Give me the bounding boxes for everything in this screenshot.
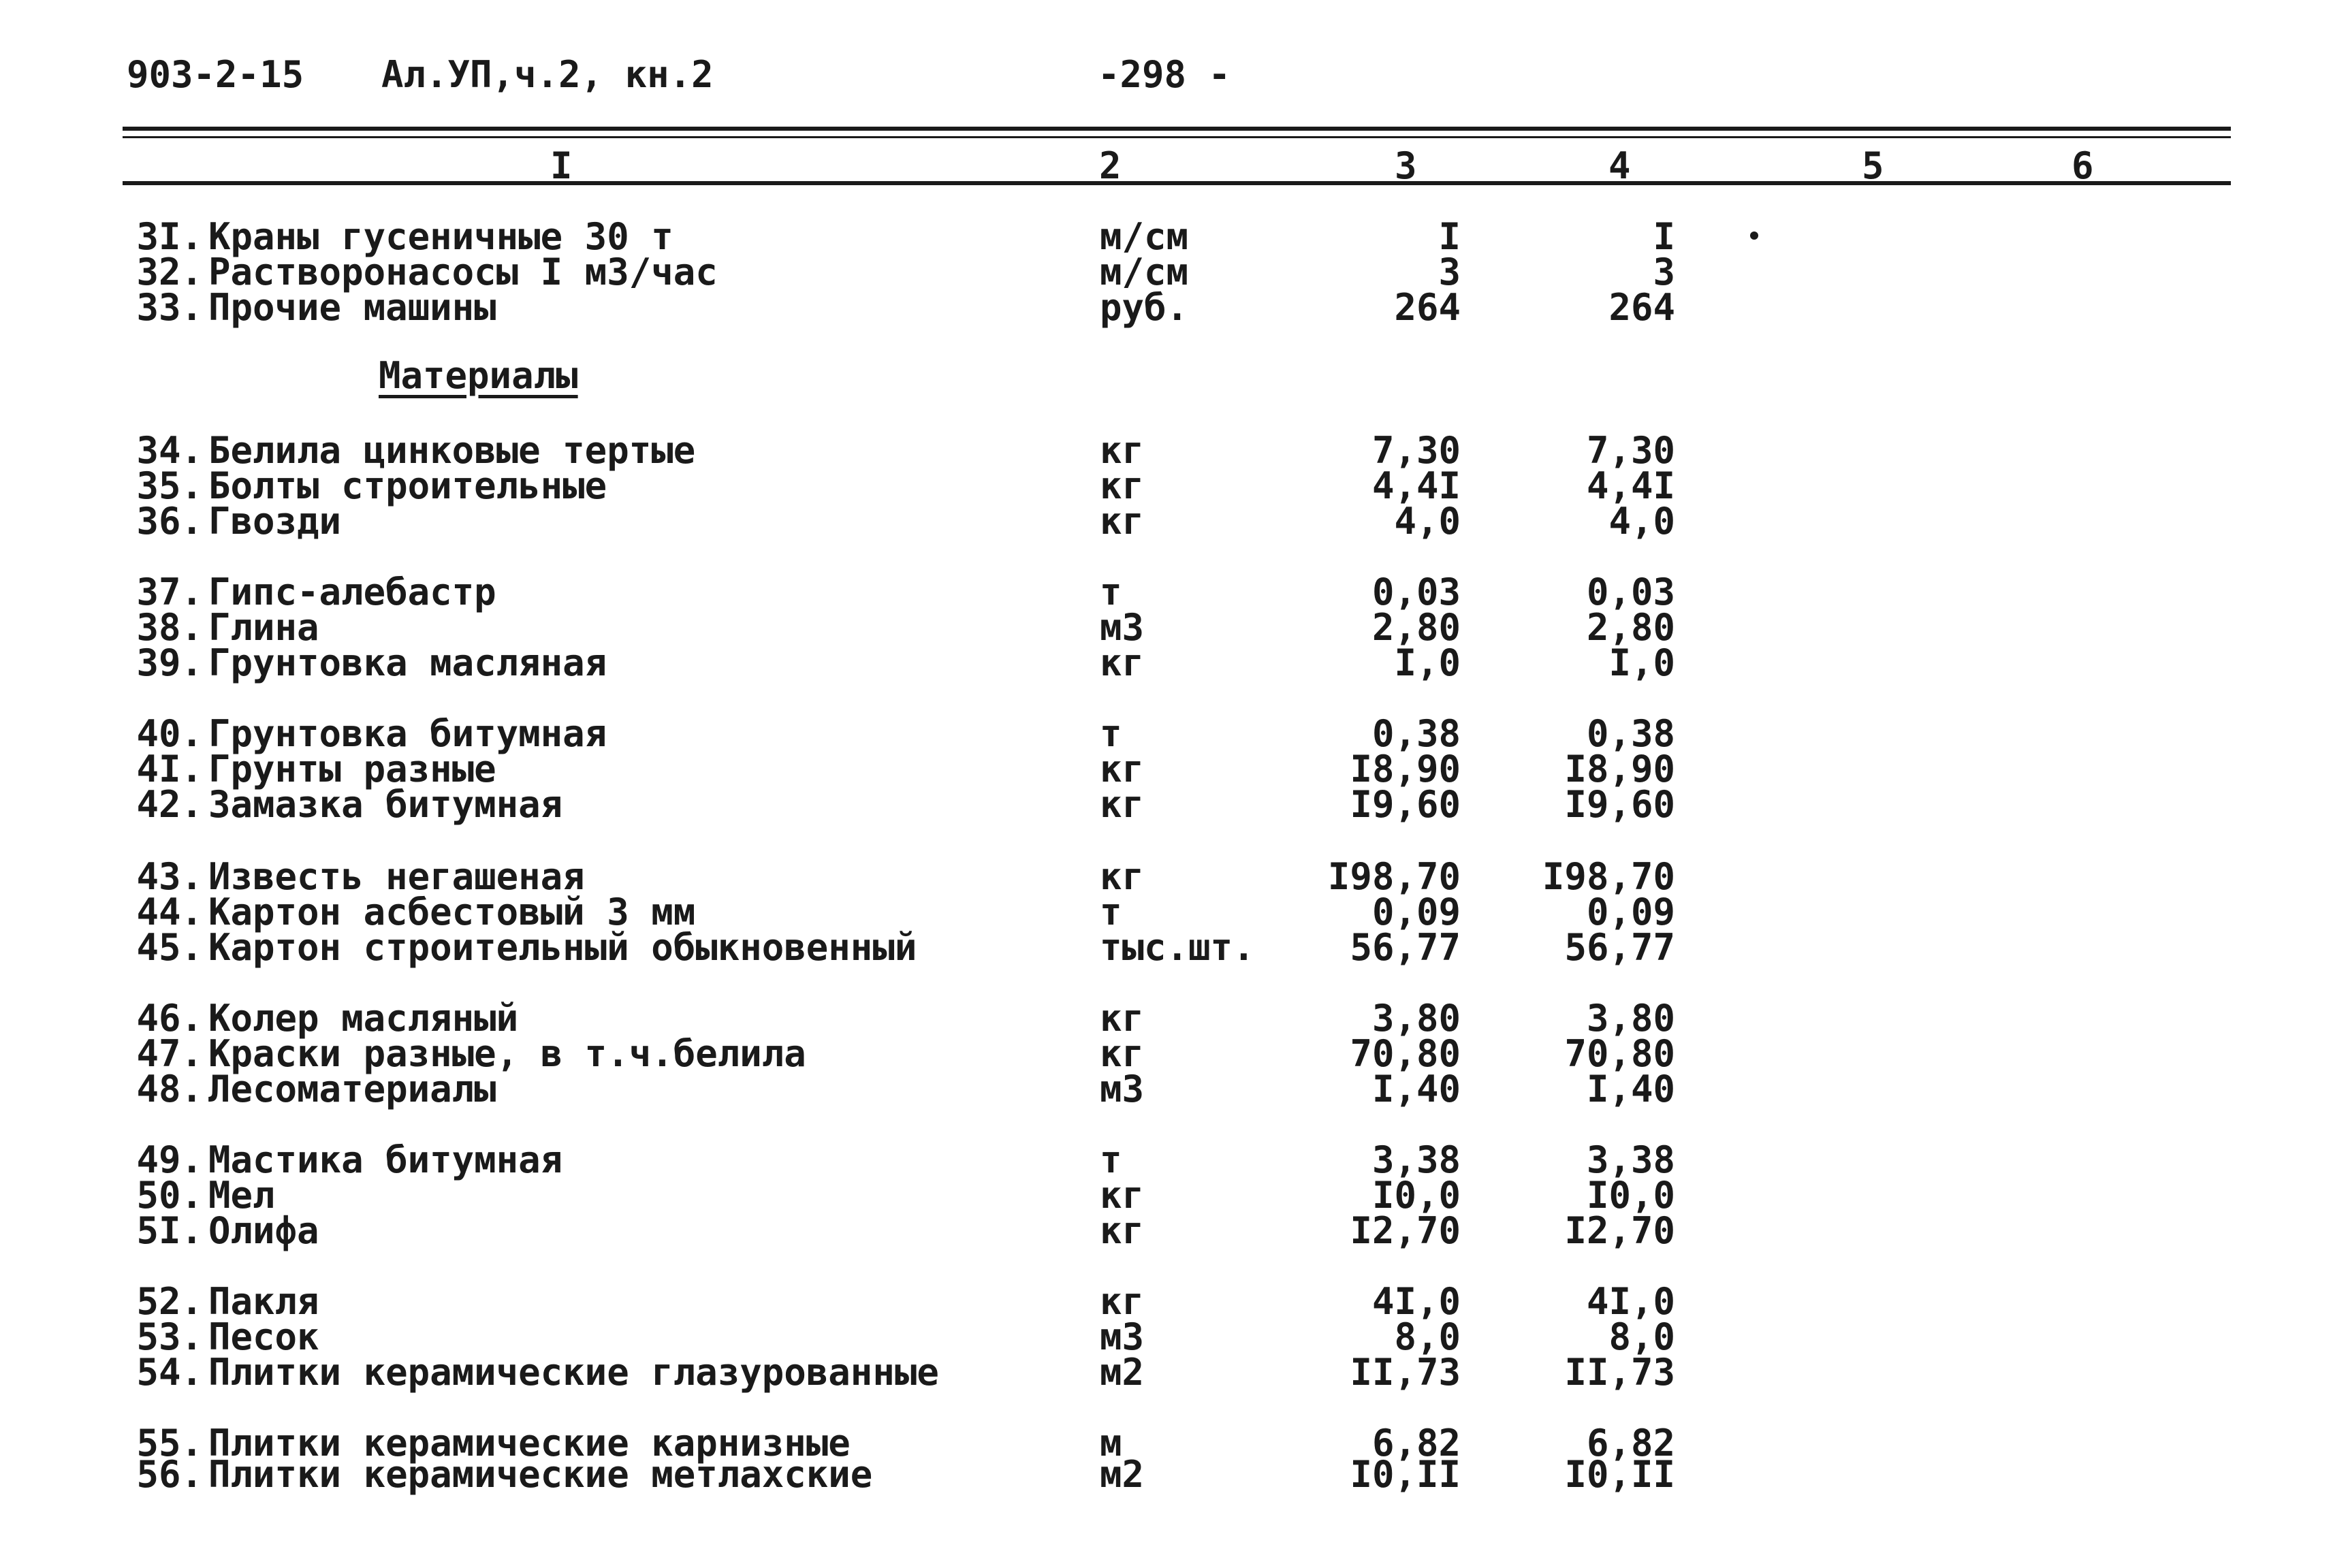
header-bottom-rule	[123, 181, 2231, 185]
quantity-col4: 4I,0	[1586, 1280, 1675, 1323]
row-number: 56.	[136, 1453, 203, 1496]
quantity-col3: 0,38	[1371, 712, 1461, 755]
item-name: Гипс-алебастр	[208, 571, 496, 613]
table-row	[0, 571, 2333, 613]
unit: м3	[1100, 1315, 1145, 1358]
quantity-col4: 4,0	[1608, 500, 1675, 543]
table-row	[0, 286, 2333, 329]
quantity-col4: 3	[1653, 251, 1675, 293]
quantity-col4: 8,0	[1608, 1315, 1675, 1358]
table-row	[0, 1453, 2333, 1496]
row-number: 46.	[136, 997, 203, 1040]
item-name: Гвозди	[208, 500, 342, 543]
quantity-col3: 70,80	[1350, 1032, 1461, 1075]
item-name: Лесоматериалы	[208, 1068, 496, 1110]
column-header-4: 4	[1608, 144, 1631, 187]
table-row	[0, 1068, 2333, 1110]
unit: кг	[1100, 1280, 1145, 1323]
row-number: 4I.	[136, 748, 203, 790]
row-number: 50.	[136, 1174, 203, 1217]
row-number: 54.	[136, 1351, 203, 1394]
row-number: 52.	[136, 1280, 203, 1323]
page-number: -298 -	[1098, 53, 1231, 96]
unit: кг	[1100, 641, 1145, 684]
row-number: 5I.	[136, 1209, 203, 1252]
unit: м/см	[1100, 251, 1189, 293]
row-number: 37.	[136, 571, 203, 613]
quantity-col3: II,73	[1350, 1351, 1461, 1394]
doc-code: 903-2-15	[127, 53, 304, 96]
quantity-col4: 0,09	[1586, 891, 1675, 933]
quantity-col3: I	[1438, 215, 1461, 258]
quantity-col4: I2,70	[1564, 1209, 1675, 1252]
quantity-col4: 4,4I	[1586, 464, 1675, 507]
unit: кг	[1100, 1209, 1145, 1252]
item-name: Краски разные, в т.ч.белила	[208, 1032, 806, 1075]
volume-ref: Ал.УП,ч.2, кн.2	[381, 53, 714, 96]
item-name: Песок	[208, 1315, 319, 1358]
table-row	[0, 1138, 2333, 1181]
table-row	[0, 215, 2333, 258]
row-number: 36.	[136, 500, 203, 543]
item-name: Плитки керамические карнизные	[208, 1422, 851, 1465]
scan-speck	[1750, 231, 1758, 240]
item-name: Болты строительные	[208, 464, 607, 507]
item-name: Олифа	[208, 1209, 319, 1252]
row-number: 39.	[136, 641, 203, 684]
row-number: 3I.	[136, 215, 203, 258]
quantity-col4: 56,77	[1564, 926, 1675, 969]
quantity-col3: I,0	[1394, 641, 1461, 684]
quantity-col4: 3,80	[1586, 997, 1675, 1040]
table-row	[0, 1280, 2333, 1323]
quantity-col3: 4I,0	[1371, 1280, 1461, 1323]
table-row	[0, 891, 2333, 933]
table-row	[0, 606, 2333, 649]
unit: м2	[1100, 1351, 1145, 1394]
unit: кг	[1100, 1174, 1145, 1217]
quantity-col4: I98,70	[1542, 855, 1675, 898]
quantity-col4: 6,82	[1586, 1422, 1675, 1465]
quantity-col3: I98,70	[1327, 855, 1461, 898]
row-number: 42.	[136, 783, 203, 826]
unit: т	[1100, 712, 1122, 755]
table-row	[0, 251, 2333, 293]
unit: руб.	[1100, 286, 1189, 329]
item-name: Белила цинковые тертые	[208, 429, 696, 472]
table-row	[0, 1209, 2333, 1252]
quantity-col4: 70,80	[1564, 1032, 1675, 1075]
item-name: Плитки керамические глазурованные	[208, 1351, 939, 1394]
unit: кг	[1100, 464, 1145, 507]
quantity-col3: 0,09	[1371, 891, 1461, 933]
quantity-col4: I,40	[1586, 1068, 1675, 1110]
table-row	[0, 641, 2333, 684]
unit: кг	[1100, 429, 1145, 472]
unit: м3	[1100, 1068, 1145, 1110]
table-row	[0, 855, 2333, 898]
row-number: 35.	[136, 464, 203, 507]
column-header-6: 6	[2072, 144, 2094, 187]
quantity-col3: 7,30	[1371, 429, 1461, 472]
unit: кг	[1100, 1032, 1145, 1075]
row-number: 40.	[136, 712, 203, 755]
item-name: Картон асбестовый 3 мм	[208, 891, 696, 933]
quantity-col3: I0,II	[1350, 1453, 1461, 1496]
row-number: 43.	[136, 855, 203, 898]
row-number: 38.	[136, 606, 203, 649]
quantity-col4: I0,0	[1586, 1174, 1675, 1217]
quantity-col3: 0,03	[1371, 571, 1461, 613]
item-name: Глина	[208, 606, 319, 649]
quantity-col3: 3,38	[1371, 1138, 1461, 1181]
item-name: Растворонасосы I м3/час	[208, 251, 718, 293]
unit: кг	[1100, 748, 1145, 790]
row-number: 53.	[136, 1315, 203, 1358]
quantity-col4: 264	[1608, 286, 1675, 329]
quantity-col3: 264	[1394, 286, 1461, 329]
quantity-col3: I2,70	[1350, 1209, 1461, 1252]
item-name: Прочие машины	[208, 286, 496, 329]
item-name: Замазка битумная	[208, 783, 563, 826]
quantity-col4: 2,80	[1586, 606, 1675, 649]
quantity-col4: I0,II	[1564, 1453, 1675, 1496]
item-name: Грунтовка битумная	[208, 712, 607, 755]
column-header-5: 5	[1862, 144, 1884, 187]
unit: кг	[1100, 783, 1145, 826]
quantity-col3: 56,77	[1350, 926, 1461, 969]
row-number: 44.	[136, 891, 203, 933]
quantity-col4: 3,38	[1586, 1138, 1675, 1181]
table-row	[0, 926, 2333, 969]
quantity-col3: 2,80	[1371, 606, 1461, 649]
row-number: 34.	[136, 429, 203, 472]
quantity-col3: I8,90	[1350, 748, 1461, 790]
quantity-col4: 0,03	[1586, 571, 1675, 613]
unit: м/см	[1100, 215, 1189, 258]
quantity-col3: I9,60	[1350, 783, 1461, 826]
section-heading-materials: Материалы	[379, 354, 578, 397]
quantity-col4: 0,38	[1586, 712, 1675, 755]
quantity-col4: II,73	[1564, 1351, 1675, 1394]
quantity-col3: 4,4I	[1371, 464, 1461, 507]
unit: тыс.шт.	[1100, 926, 1255, 969]
quantity-col4: I9,60	[1564, 783, 1675, 826]
table-row	[0, 464, 2333, 507]
unit: м3	[1100, 606, 1145, 649]
unit: кг	[1100, 500, 1145, 543]
table-row	[0, 429, 2333, 472]
unit: кг	[1100, 997, 1145, 1040]
unit: кг	[1100, 855, 1145, 898]
quantity-col4: 7,30	[1586, 429, 1675, 472]
unit: м	[1100, 1422, 1122, 1465]
quantity-col3: 8,0	[1394, 1315, 1461, 1358]
column-header-3: 3	[1395, 144, 1417, 187]
item-name: Плитки керамические метлахские	[208, 1453, 873, 1496]
item-name: Мастика битумная	[208, 1138, 563, 1181]
quantity-col4: I	[1653, 215, 1675, 258]
quantity-col3: 3	[1438, 251, 1461, 293]
column-header-2: 2	[1099, 144, 1122, 187]
table-row	[0, 783, 2333, 826]
item-name: Колер масляный	[208, 997, 519, 1040]
unit: т	[1100, 571, 1122, 613]
item-name: Известь негашеная	[208, 855, 585, 898]
quantity-col3: I0,0	[1371, 1174, 1461, 1217]
quantity-col3: 3,80	[1371, 997, 1461, 1040]
row-number: 45.	[136, 926, 203, 969]
table-row	[0, 748, 2333, 790]
table-row	[0, 997, 2333, 1040]
table-row	[0, 1315, 2333, 1358]
quantity-col4: I8,90	[1564, 748, 1675, 790]
row-number: 47.	[136, 1032, 203, 1075]
item-name: Краны гусеничные 30 т	[208, 215, 673, 258]
unit: т	[1100, 891, 1122, 933]
unit: м2	[1100, 1453, 1145, 1496]
row-number: 48.	[136, 1068, 203, 1110]
item-name: Мел	[208, 1174, 275, 1217]
item-name: Грунты разные	[208, 748, 496, 790]
item-name: Грунтовка масляная	[208, 641, 607, 684]
table-row	[0, 500, 2333, 543]
quantity-col3: 6,82	[1371, 1422, 1461, 1465]
top-rule-1	[123, 127, 2231, 131]
table-row	[0, 1351, 2333, 1394]
quantity-col3: 4,0	[1394, 500, 1461, 543]
column-header-1: I	[550, 144, 573, 187]
row-number: 33.	[136, 286, 203, 329]
table-row	[0, 1032, 2333, 1075]
unit: т	[1100, 1138, 1122, 1181]
row-number: 55.	[136, 1422, 203, 1465]
item-name: Пакля	[208, 1280, 319, 1323]
top-rule-2	[123, 136, 2231, 138]
row-number: 32.	[136, 251, 203, 293]
row-number: 49.	[136, 1138, 203, 1181]
table-row	[0, 1174, 2333, 1217]
table-row	[0, 712, 2333, 755]
quantity-col3: I,40	[1371, 1068, 1461, 1110]
quantity-col4: I,0	[1608, 641, 1675, 684]
item-name: Картон строительный обыкновенный	[208, 926, 917, 969]
